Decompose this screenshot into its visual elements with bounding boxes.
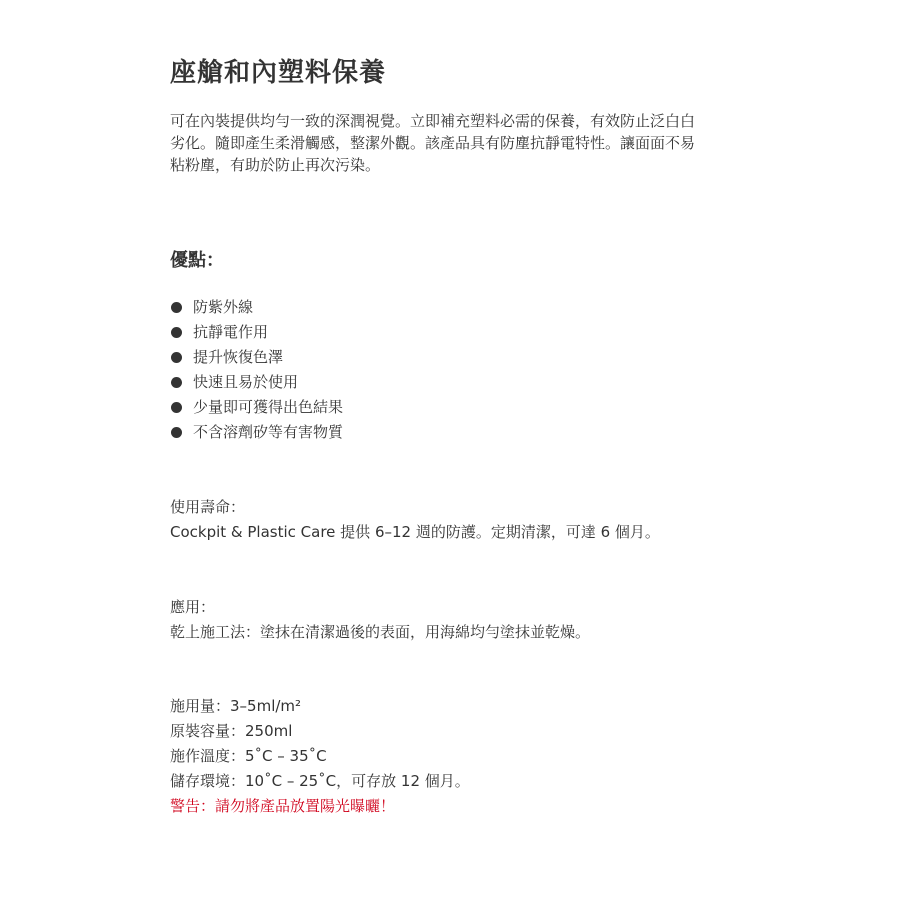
- bullet-icon: [171, 427, 182, 438]
- list-item: [170, 420, 343, 445]
- intro-line: 粘粉塵，有助於防止再次污染。: [170, 156, 381, 174]
- list-item: [170, 395, 343, 420]
- usage-label: 應用：: [170, 598, 216, 616]
- spec-amount: 施用量：3–5ml/m²: [170, 697, 302, 715]
- list-item: [170, 345, 343, 370]
- lifespan-section: [170, 495, 660, 545]
- spec-temperature: 施作溫度：5˚C – 35˚C: [170, 747, 327, 765]
- advantage-text: 快速且易於使用: [193, 373, 299, 391]
- bullet-icon: [171, 377, 182, 388]
- lifespan-text: Cockpit & Plastic Care 提供 6–12 週的防護。定期清潔，可達 6 個月。: [170, 523, 660, 541]
- page-title: 座艙和內塑料保養: [170, 58, 387, 88]
- advantage-text: 少量即可獲得出色結果: [193, 398, 344, 416]
- bullet-icon: [171, 302, 182, 313]
- spec-storage: 儲存環境：10˚C – 25˚C，可存放 12 個月。: [170, 772, 470, 790]
- specs-section: [170, 694, 470, 819]
- intro-line: 可在內裝提供均勻一致的深潤視覺。立即補充塑料必需的保養，有效防止泛白白: [170, 112, 696, 130]
- lifespan-label: 使用壽命：: [170, 498, 246, 516]
- advantage-text: 不含溶劑矽等有害物質: [193, 423, 344, 441]
- list-item: [170, 370, 343, 395]
- advantage-text: 提升恢復色澤: [193, 348, 284, 366]
- usage-section: [170, 595, 590, 645]
- advantages-heading: 優點：: [170, 250, 224, 271]
- warning-text: 警告：請勿將產品放置陽光曝曬！: [170, 797, 396, 815]
- advantages-list: [170, 295, 343, 445]
- list-item: [170, 295, 343, 320]
- advantage-text: 防紫外線: [193, 298, 254, 316]
- intro-line: 劣化。隨即產生柔滑觸感，整潔外觀。該產品具有防塵抗靜電特性。讓面面不易: [170, 134, 696, 152]
- spec-volume: 原裝容量：250ml: [170, 722, 293, 740]
- intro-paragraph: [170, 110, 760, 176]
- bullet-icon: [171, 327, 182, 338]
- bullet-icon: [171, 352, 182, 363]
- usage-text: 乾上施工法：塗抹在清潔過後的表面，用海綿均勻塗抹並乾燥。: [170, 623, 591, 641]
- advantage-text: 抗靜電作用: [193, 323, 269, 341]
- list-item: [170, 320, 343, 345]
- bullet-icon: [171, 402, 182, 413]
